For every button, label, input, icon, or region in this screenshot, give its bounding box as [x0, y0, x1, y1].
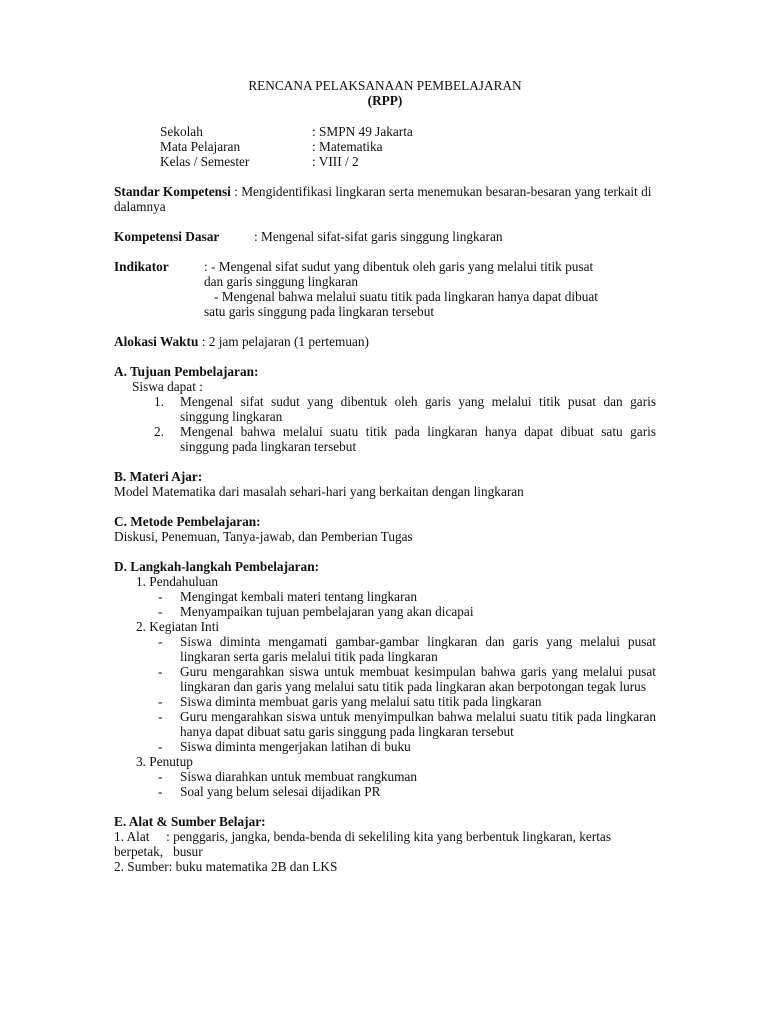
document-title-block: [114, 78, 656, 108]
alokasi-waktu: [114, 334, 656, 349]
kompetensi-dasar: [114, 229, 656, 244]
list-item: [158, 739, 656, 754]
metode-section: [114, 514, 656, 544]
indikator-line: dan garis singgung lingkaran: [204, 274, 358, 289]
document-subtitle: (RPP): [367, 93, 403, 108]
metode-text: Diskusi, Penemuan, Tanya-jawab, dan Pemberian Tugas: [114, 529, 413, 544]
list-item: [158, 784, 656, 799]
identity-value: : VIII / 2: [312, 154, 359, 169]
penutup-label: 3. Penutup: [136, 754, 193, 769]
list-item: [154, 394, 656, 424]
pendahuluan-list: [114, 589, 656, 619]
dash-bullet: -: [158, 664, 163, 679]
identity-row: [160, 154, 656, 169]
list-item: [158, 769, 656, 784]
document-title: RENCANA PELAKSANAAN PEMBELAJARAN: [248, 78, 522, 93]
dash-bullet: -: [158, 784, 163, 799]
dash-bullet: -: [158, 589, 163, 604]
dash-bullet: -: [158, 604, 163, 619]
list-text: Mengenal bahwa melalui suatu titik pada lingkaran hanya dapat dibuat satu garis singgung pada lingkaran tersebut: [180, 424, 656, 454]
alat-line: 1. Alat : penggaris, jangka, benda-benda di sekeliling kita yang berbentuk lingkaran, kertas berpetak, busur: [114, 829, 615, 859]
alokasi-label: Alokasi Waktu: [114, 334, 199, 349]
kd-text: : Mengenal sifat-sifat garis singgung lingkaran: [254, 229, 503, 244]
pendahuluan-label: 1. Pendahuluan: [136, 574, 218, 589]
list-text: Siswa diarahkan untuk membuat rangkuman: [180, 769, 418, 784]
dash-bullet: -: [158, 634, 163, 649]
alat-section: [114, 814, 656, 874]
sk-text: : Mengidentifikasi lingkaran serta menemukan besaran-besaran yang terkait di dalamnya: [114, 184, 652, 214]
tujuan-heading: A. Tujuan Pembelajaran:: [114, 364, 259, 379]
penutup-list: [114, 769, 656, 799]
alokasi-text: : 2 jam pelajaran (1 pertemuan): [198, 334, 369, 349]
list-number: 2.: [154, 424, 164, 439]
materi-section: [114, 469, 656, 499]
indikator-line: - Mengenal bahwa melalui suatu titik pada lingkaran hanya dapat dibuat: [214, 289, 599, 304]
list-item: [158, 604, 656, 619]
list-text: Mengingat kembali materi tentang lingkaran: [180, 589, 418, 604]
list-text: Siswa diminta mengamati gambar-gambar lingkaran dan garis yang melalui pusat lingkaran serta garis melalui titik pada lingkaran: [180, 634, 656, 664]
materi-heading: B. Materi Ajar:: [114, 469, 203, 484]
alat-heading: E. Alat & Sumber Belajar:: [114, 814, 266, 829]
inti-label: 2. Kegiatan Inti: [136, 619, 220, 634]
list-item: [158, 694, 656, 709]
tujuan-intro: Siswa dapat :: [132, 379, 203, 394]
identity-row: [160, 124, 656, 139]
indikator: [114, 259, 656, 319]
tujuan-section: [114, 364, 656, 454]
identity-table: [160, 124, 656, 169]
identity-label: Mata Pelajaran: [160, 139, 241, 154]
identity-value: : SMPN 49 Jakarta: [312, 124, 413, 139]
list-text: Soal yang belum selesai dijadikan PR: [180, 784, 381, 799]
tujuan-list: [154, 394, 656, 454]
dash-bullet: -: [158, 709, 163, 724]
list-number: 1.: [154, 394, 164, 409]
list-item: [158, 664, 656, 694]
materi-text: Model Matematika dari masalah sehari-hari yang berkaitan dengan lingkaran: [114, 484, 524, 499]
inti-list: [114, 634, 656, 754]
list-text: Siswa diminta membuat garis yang melalui satu titik pada lingkaran: [180, 694, 542, 709]
list-item: [158, 634, 656, 664]
dash-bullet: -: [158, 739, 163, 754]
sk-label: Standar Kompetensi: [114, 184, 231, 199]
indikator-line: satu garis singgung pada lingkaran tersebut: [204, 304, 435, 319]
identity-value: : Matematika: [312, 139, 383, 154]
identity-label: Kelas / Semester: [160, 154, 250, 169]
list-text: Siswa diminta mengerjakan latihan di buku: [180, 739, 411, 754]
metode-heading: C. Metode Pembelajaran:: [114, 514, 261, 529]
kd-label: Kompetensi Dasar: [114, 229, 220, 244]
list-item: [158, 709, 656, 739]
langkah-heading: D. Langkah-langkah Pembelajaran:: [114, 559, 320, 574]
list-text: Mengenal sifat sudut yang dibentuk oleh garis yang melalui titik pusat dan garis singgung lingkaran: [180, 394, 656, 424]
dash-bullet: -: [158, 769, 163, 784]
standar-kompetensi: [114, 184, 656, 214]
list-item: [154, 424, 656, 454]
indikator-label: Indikator: [114, 259, 169, 274]
list-text: Guru mengarahkan siswa untuk membuat kesimpulan bahwa garis yang melalui pusat lingkaran dan garis yang melalui satu titik pada lingkaran akan berpotongan tegak lurus: [180, 664, 656, 694]
list-text: Guru mengarahkan siswa untuk menyimpulkan bahwa melalui suatu titik pada lingkaran hanya dapat dibuat satu garis singgung pada lingkaran tersebut: [180, 709, 656, 739]
list-item: [158, 589, 656, 604]
indikator-line: : - Mengenal sifat sudut yang dibentuk oleh garis yang melalui titik pusat: [204, 259, 594, 274]
identity-row: [160, 139, 656, 154]
identity-label: Sekolah: [160, 124, 203, 139]
dash-bullet: -: [158, 694, 163, 709]
langkah-section: [114, 559, 656, 799]
sumber-line: 2. Sumber: buku matematika 2B dan LKS: [114, 859, 338, 874]
list-text: Menyampaikan tujuan pembelajaran yang akan dicapai: [180, 604, 474, 619]
indikator-body: [204, 259, 656, 319]
